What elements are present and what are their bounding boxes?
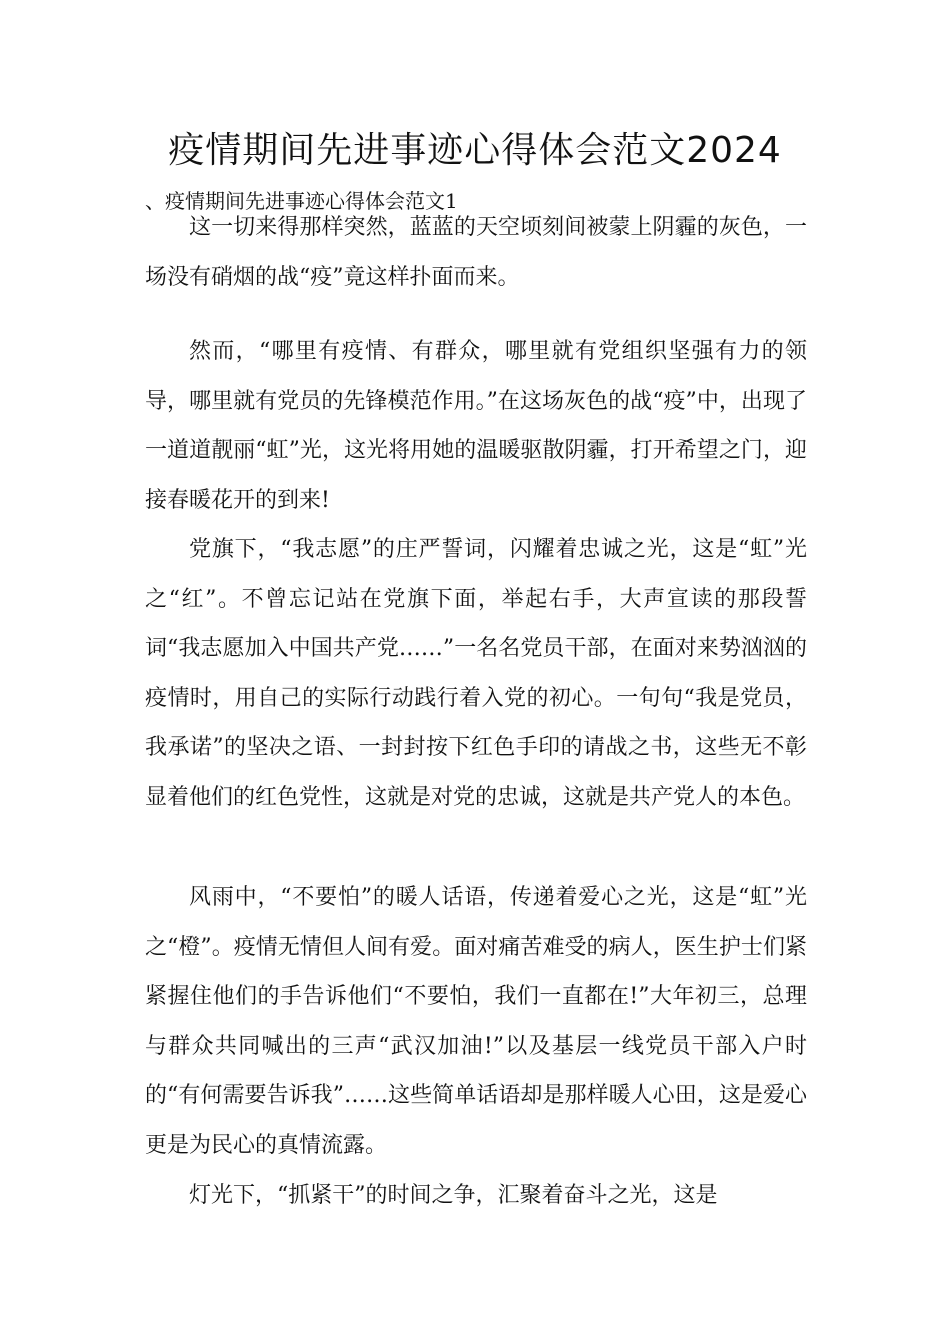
paragraph-2: 然而，“哪里有疫情、有群众，哪里就有党组织坚强有力的领导，哪里就有党员的先锋模范作用。”在这场灰色的战“疫”中，出现了一道道靓丽“虹”光，这光将用她的温暖驱散阴霾，打开希望之门，迎接春暖花开的到来! — [145, 339, 807, 513]
section-heading: 、疫情期间先进事迹心得体会范文1 — [145, 189, 458, 213]
paragraph-4: 风雨中，“不要怕”的暖人话语，传递着爱心之光，这是“虹”光之“橙”。疫情无情但人间有爱。面对痛苦难受的病人，医生护士们紧紧握住他们的手告诉他们“不要怕，我们一直都在!”大年初三，总理与群众共同喊出的三声“武汉加油!”以及基层一线党员干部入户时的“有何需要告诉我”……这些简单话语却是那样暖人心田，这是爱心更是为民心的真情流露。 — [145, 885, 807, 1158]
paragraph-1: 这一切来得那样突然，蓝蓝的天空顷刻间被蒙上阴霾的灰色，一场没有硝烟的战“疫”竟这样扑面而来。 — [145, 215, 807, 290]
paragraph-5: 灯光下，“抓紧干”的时间之争，汇聚着奋斗之光，这是 — [189, 1183, 718, 1208]
document-title: 疫情期间先进事迹心得体会范文2024 — [168, 130, 782, 171]
paragraph-3: 党旗下，“我志愿”的庄严誓词，闪耀着忠诚之光，这是“虹”光之“红”。不曾忘记站在党旗下面，举起右手，大声宣读的那段誓词“我志愿加入中国共产党……”一名名党员干部，在面对来势汹汹的疫情时，用自己的实际行动践行着入党的初心。一句句“我是党员，我承诺”的坚决之语、一封封按下红色手印的请战之书，这些无不彰显着他们的红色党性，这就是对党的忠诚，这就是共产党人的本色。 — [145, 537, 807, 810]
